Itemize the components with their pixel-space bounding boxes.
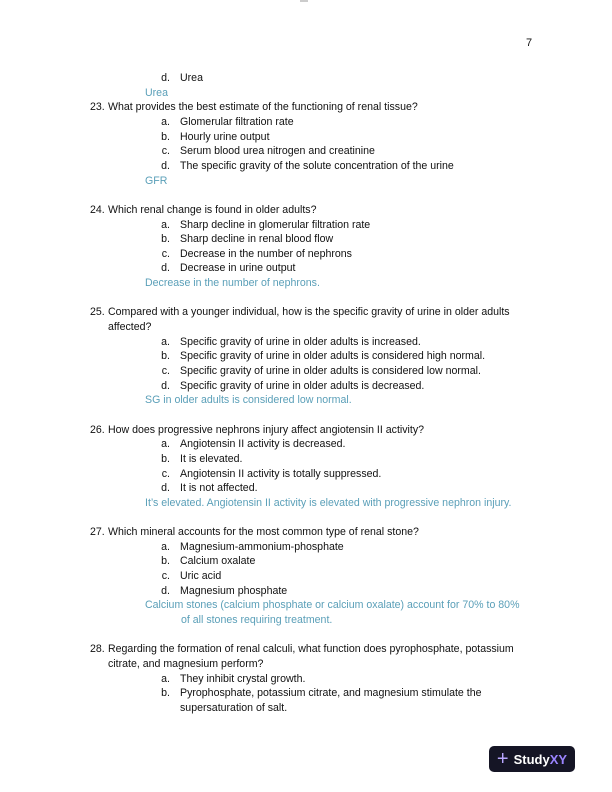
question-number: 28.: [90, 643, 105, 656]
option-a-text: They inhibit crystal growth.: [180, 672, 306, 685]
option-d-letter: d.: [161, 159, 170, 172]
answer-text: GFR: [145, 174, 168, 187]
answer-text: Calcium stones (calcium phosphate or calcium oxalate) account for 70% to 80%: [145, 599, 520, 612]
option-b-letter: b.: [161, 130, 170, 143]
option-c-text: Specific gravity of urine in older adults is considered low normal.: [180, 365, 481, 377]
option-d-text: Urea: [180, 72, 203, 84]
option-c-text: Angiotensin II activity is totally suppressed.: [180, 467, 382, 480]
answer-text: It’s elevated. Angiotensin II activity is elevated with progressive nephron injury.: [145, 496, 512, 509]
option-b-letter: b.: [161, 687, 170, 700]
question-number: 26.: [90, 423, 105, 436]
option-c-letter: c.: [161, 145, 170, 158]
option-d-letter: d.: [161, 379, 170, 392]
question-text: Regarding the formation of renal calculi, what function does pyrophosphate, potassium: [108, 643, 514, 656]
option-a-text: Specific gravity of urine in older adults is increased.: [180, 335, 421, 348]
option-c-letter: c.: [161, 467, 170, 480]
option-b-text: Pyrophosphate, potassium citrate, and magnesium stimulate the: [180, 687, 482, 700]
option-d-letter: d.: [161, 584, 170, 597]
option-a-letter: a.: [161, 335, 170, 348]
option-d-text: It is not affected.: [180, 482, 258, 495]
answer-text: Decrease in the number of nephrons.: [145, 277, 320, 290]
option-b-text: Specific gravity of urine in older adults is considered high normal.: [180, 350, 486, 363]
option-b-letter: b.: [161, 555, 170, 568]
question-number: 27.: [90, 526, 105, 539]
question-text: Compared with a younger individual, how is the specific gravity of urine in older adults: [108, 306, 510, 319]
option-a-letter: a.: [161, 540, 170, 553]
option-b-text: Hourly urine output: [180, 130, 270, 143]
answer-text: Urea: [145, 86, 168, 99]
question-number: 25.: [90, 306, 105, 319]
question-number: 23.: [90, 101, 105, 114]
question-text: How does progressive nephrons injury affect angiotensin II activity?: [108, 423, 425, 436]
option-a-letter: a.: [161, 672, 170, 685]
option-c-letter: c.: [161, 570, 170, 583]
option-c-letter: c.: [161, 365, 170, 377]
page-number: 7: [526, 37, 533, 49]
option-d-letter: d.: [161, 482, 170, 495]
option-b-text: Calcium oxalate: [180, 555, 256, 568]
option-a-text: Glomerular filtration rate: [180, 115, 294, 128]
option-a-text: Sharp decline in glomerular filtration rate: [180, 218, 371, 231]
answer-text: SG in older adults is considered low normal.: [145, 394, 352, 407]
option-b-letter: b.: [161, 350, 170, 363]
option-d-text: Decrease in urine output: [180, 262, 296, 275]
option-a-letter: a.: [161, 115, 170, 128]
logo-text: StudyXY: [513, 751, 568, 767]
option-a-letter: a.: [161, 438, 170, 451]
option-b-text-continued: supersaturation of salt.: [180, 701, 288, 714]
option-a-text: Angiotensin II activity is decreased.: [180, 438, 346, 451]
question-text: What provides the best estimate of the functioning of renal tissue?: [108, 101, 418, 114]
option-c-text: Serum blood urea nitrogen and creatinine: [180, 145, 375, 158]
option-d-letter: d.: [161, 72, 170, 84]
option-c-letter: c.: [161, 247, 170, 260]
option-d-text: Magnesium phosphate: [180, 584, 288, 597]
option-d-letter: d.: [161, 262, 170, 275]
option-b-text: Sharp decline in renal blood flow: [180, 233, 334, 246]
question-text: Which renal change is found in older adults?: [108, 203, 317, 216]
question-text: Which mineral accounts for the most common type of renal stone?: [108, 526, 419, 539]
option-d-text: Specific gravity of urine in older adults is decreased.: [180, 379, 425, 392]
option-b-letter: b.: [161, 452, 170, 465]
option-a-text: Magnesium-ammonium-phosphate: [180, 540, 344, 553]
question-text: citrate, and magnesium perform?: [108, 658, 264, 670]
question-text: affected?: [108, 321, 152, 334]
plus-icon: +: [496, 748, 509, 770]
option-c-text: Uric acid: [180, 570, 222, 583]
question-number: 24.: [90, 203, 105, 216]
option-b-letter: b.: [161, 233, 170, 246]
option-a-letter: a.: [161, 218, 170, 231]
option-c-text: Decrease in the number of nephrons: [180, 247, 352, 260]
answer-text: of all stones requiring treatment.: [181, 614, 333, 627]
option-b-text: It is elevated.: [180, 452, 243, 465]
option-d-text: The specific gravity of the solute concentration of the urine: [180, 159, 454, 172]
studyxy-logo[interactable]: [489, 746, 575, 772]
header-mark: [300, 0, 308, 2]
